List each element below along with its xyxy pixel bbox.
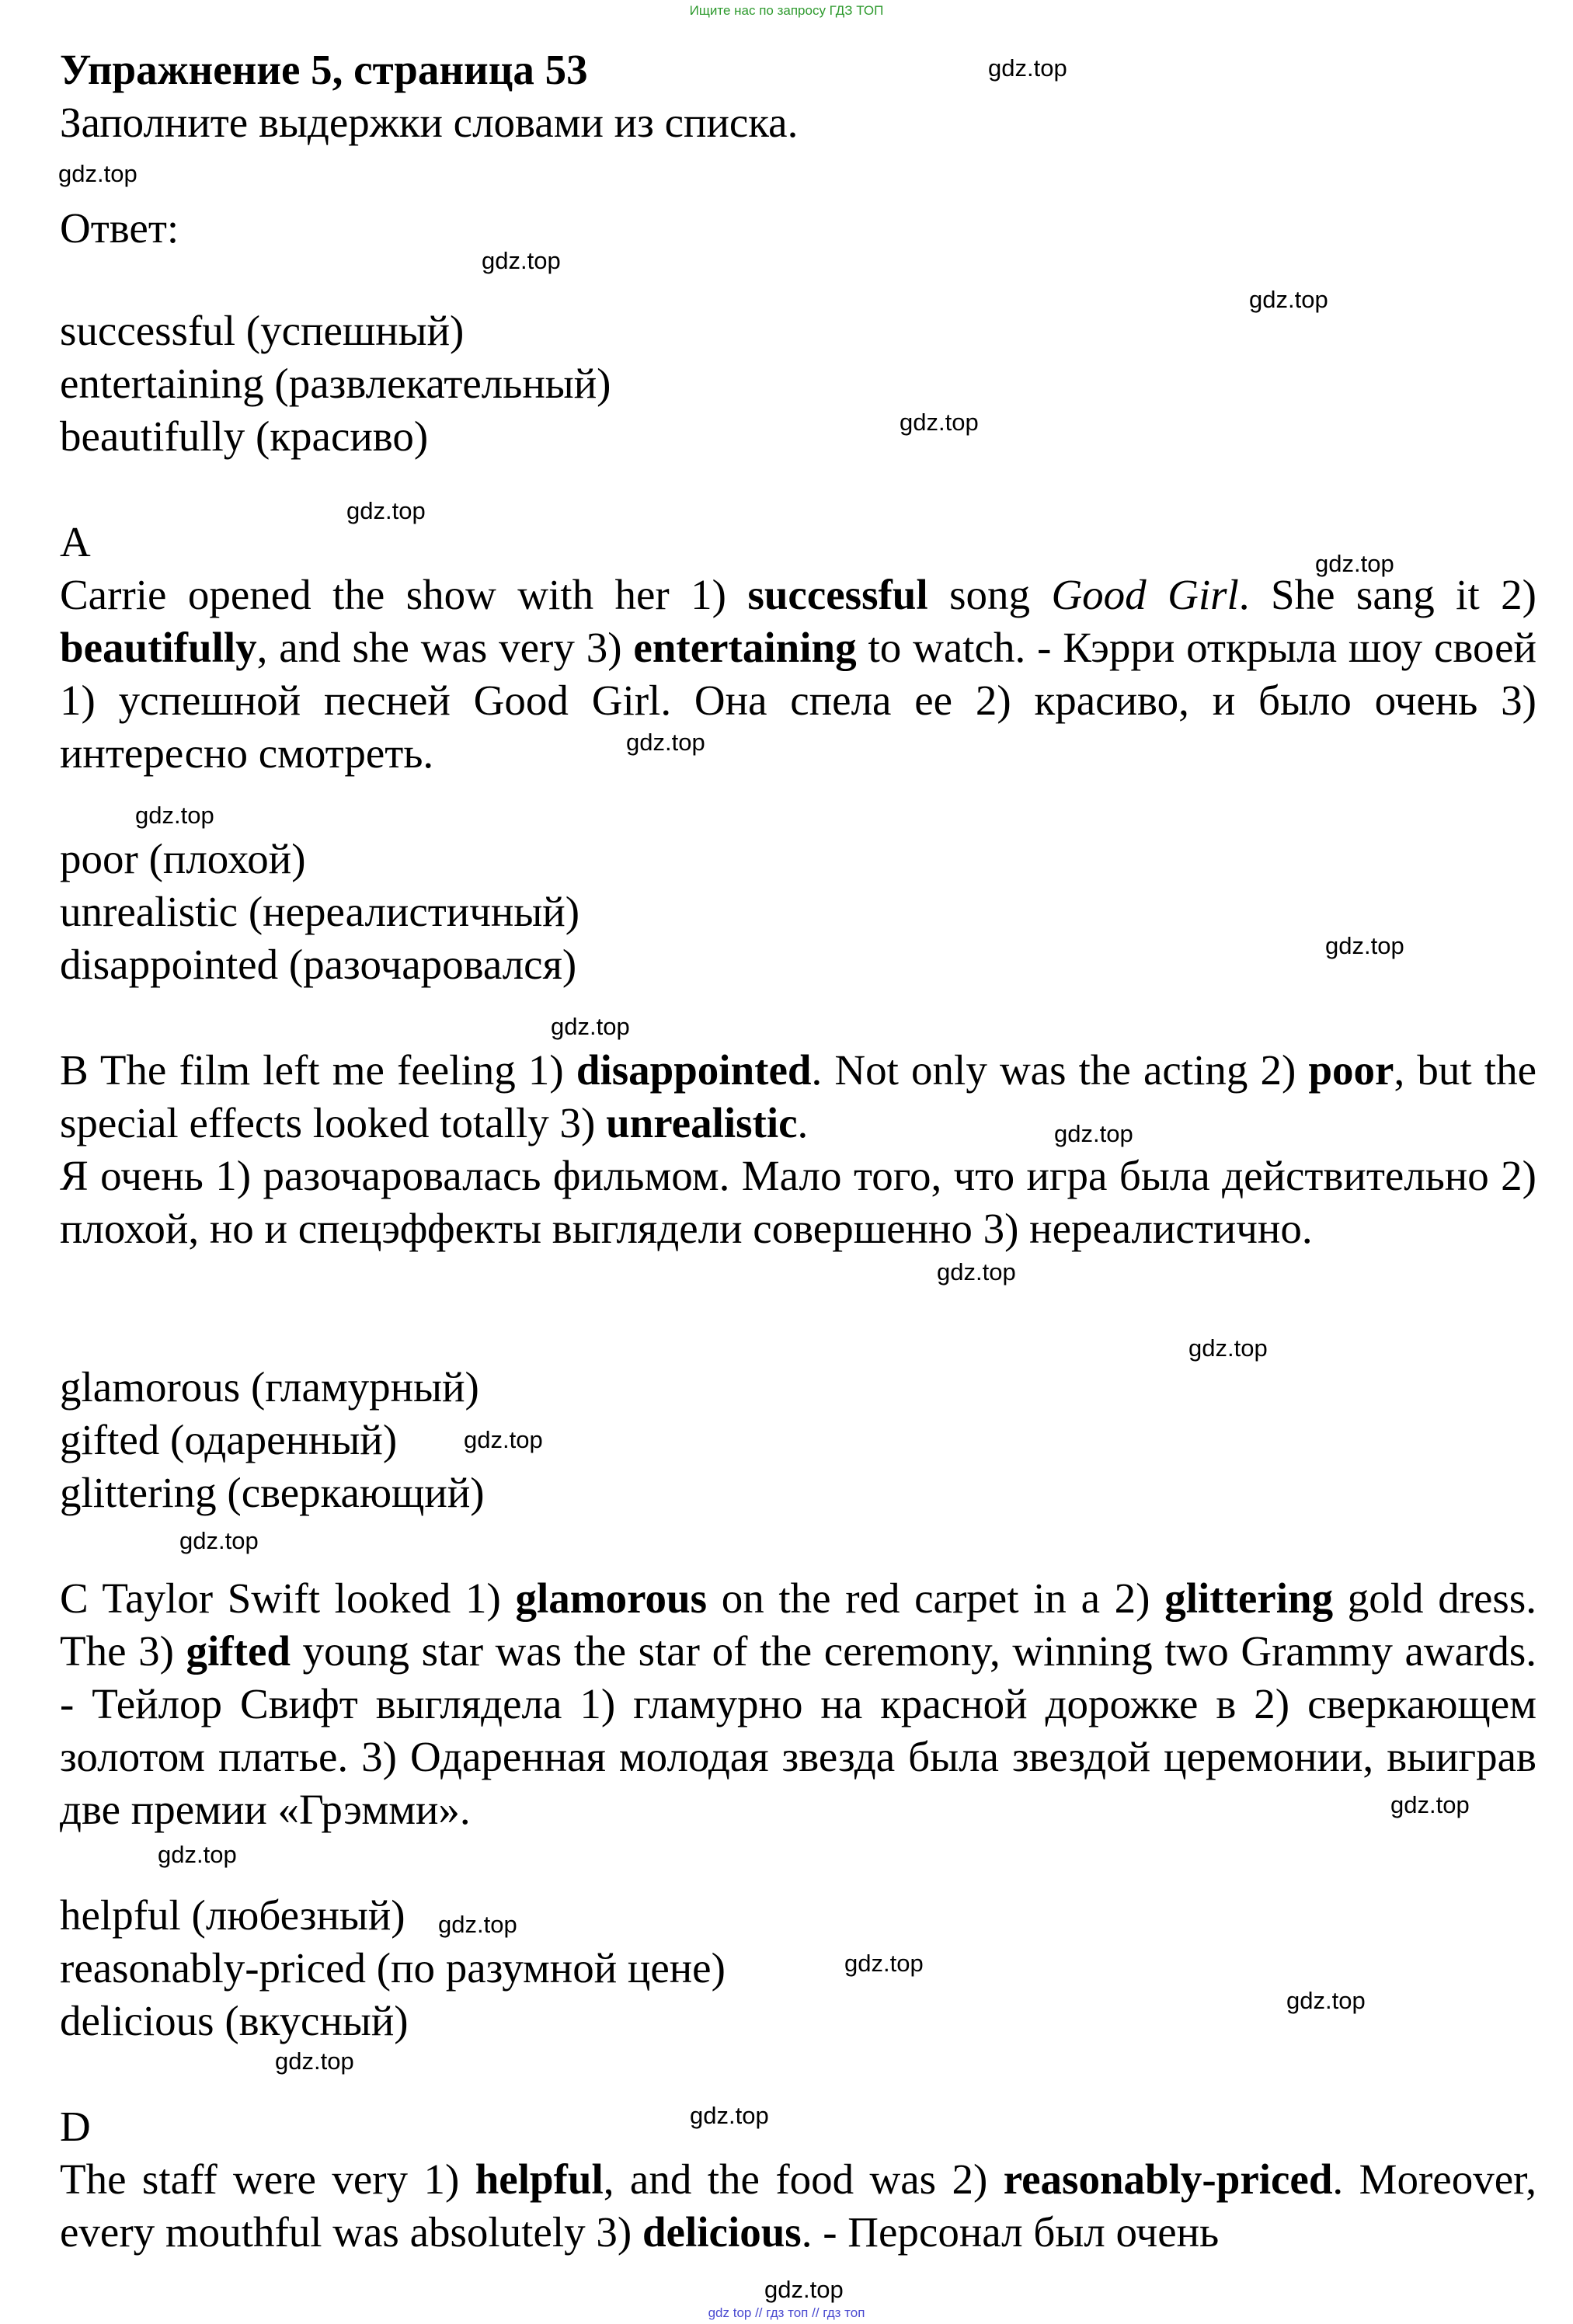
word-c-3: glittering (сверкающий) — [60, 1469, 485, 1516]
footer-note[interactable]: gdz top // гдз топ // гдз топ — [708, 2305, 865, 2320]
watermark: gdz.top — [1249, 286, 1328, 313]
word-a-3: beautifully (красиво) — [60, 412, 429, 460]
watermark: gdz.top — [482, 247, 561, 274]
answer-label: Ответ: — [60, 204, 179, 252]
word-b-2: unrealistic (нереалистичный) — [60, 888, 580, 935]
watermark: gdz.top — [346, 497, 426, 524]
answer-d-1: helpful — [475, 2155, 604, 2203]
watermark: gdz.top — [1286, 1987, 1366, 2014]
word-a-1: successful (успешный) — [60, 307, 465, 354]
watermark: gdz.top — [626, 729, 705, 756]
watermark: gdz.top — [551, 1013, 630, 1040]
page-title: Упражнение 5, страница 53 — [60, 46, 588, 93]
paragraph-d: The staff were very 1) helpful, and the food was 2) reasonably-priced. Moreover, every mouthful was absolutely 3) delicious. - Персонал был очень — [60, 2155, 1536, 2256]
paragraph-a: Carrie opened the show with her 1) successful song Good Girl. She sang it 2) beautifully, and she was very 3) entertaining to watch. - Кэрри открыла шоу своей 1) успешной песней Good Girl. Она спела ее 2) красиво, и было очень 3) интересно смотреть. — [60, 571, 1536, 777]
watermark: gdz.top — [764, 2276, 844, 2303]
watermark: gdz.top — [58, 160, 137, 187]
header-note[interactable]: Ищите нас по запросу ГДЗ ТОП — [689, 3, 884, 18]
section-letter-a: A — [60, 518, 91, 565]
watermark: gdz.top — [900, 409, 979, 436]
answer-c-1: glamorous — [515, 1574, 708, 1622]
answer-c-3: gifted — [186, 1627, 291, 1675]
word-d-3: delicious (вкусный) — [60, 1997, 409, 2044]
paragraph-c: C Taylor Swift looked 1) glamorous on the red carpet in a 2) glittering gold dress. The 3) gifted young star was the star of the ceremony, winning two Grammy awards. - Тейлор Свифт выглядела 1) гламурно на красной дорожке в 2) сверкающем золотом платье. 3) Одаренная молодая звезда была звездой церемонии, выиграв две премии «Грэмми». — [60, 1574, 1536, 1833]
song-title: Good Girl — [1051, 571, 1239, 618]
watermark: gdz.top — [158, 1841, 237, 1868]
paragraph-b: B The film left me feeling 1) disappointed. Not only was the acting 2) poor, but the special effects looked totally 3) unrealistic. — [60, 1046, 1536, 1146]
watermark: gdz.top — [1315, 550, 1394, 577]
watermark: gdz.top — [690, 2102, 769, 2129]
answer-a-2: beautifully — [60, 624, 257, 671]
watermark: gdz.top — [1325, 932, 1404, 959]
answer-a-3: entertaining — [633, 624, 857, 671]
word-c-1: glamorous (гламурный) — [60, 1363, 479, 1411]
watermark: gdz.top — [1390, 1791, 1470, 1818]
watermark: gdz.top — [988, 54, 1067, 82]
answer-c-2: glittering — [1164, 1574, 1334, 1622]
word-c-2: gifted (одаренный) — [60, 1416, 398, 1463]
word-b-1: poor (плохой) — [60, 835, 306, 882]
answer-d-3: delicious — [642, 2208, 802, 2256]
watermark: gdz.top — [275, 2047, 354, 2075]
watermark: gdz.top — [937, 1258, 1016, 1286]
answer-b-2: poor — [1308, 1046, 1394, 1094]
word-d-2: reasonably-priced (по разумной цене) — [60, 1944, 726, 1992]
answer-d-2: reasonably-priced — [1003, 2155, 1333, 2203]
translation-b: Я очень 1) разочаровалась фильмом. Мало того, что игра была действительно 2) плохой, но и спецэффекты выглядели совершенно 3) нереалистично. — [60, 1152, 1536, 1252]
word-a-2: entertaining (развлекательный) — [60, 360, 611, 407]
watermark: gdz.top — [1054, 1120, 1133, 1147]
answer-a-1: successful — [747, 571, 928, 618]
section-letter-d: D — [60, 2103, 91, 2150]
answer-b-1: disappointed — [576, 1046, 812, 1094]
word-d-1: helpful (любезный) — [60, 1891, 405, 1939]
watermark: gdz.top — [844, 1950, 924, 1977]
instruction: Заполните выдержки словами из списка. — [60, 99, 799, 146]
watermark: gdz.top — [179, 1527, 259, 1554]
watermark: gdz.top — [1188, 1334, 1268, 1362]
watermark: gdz.top — [438, 1911, 517, 1938]
answer-b-3: unrealistic — [606, 1099, 798, 1146]
watermark: gdz.top — [135, 802, 214, 829]
watermark: gdz.top — [464, 1426, 543, 1453]
word-b-3: disappointed (разочаровался) — [60, 941, 577, 988]
